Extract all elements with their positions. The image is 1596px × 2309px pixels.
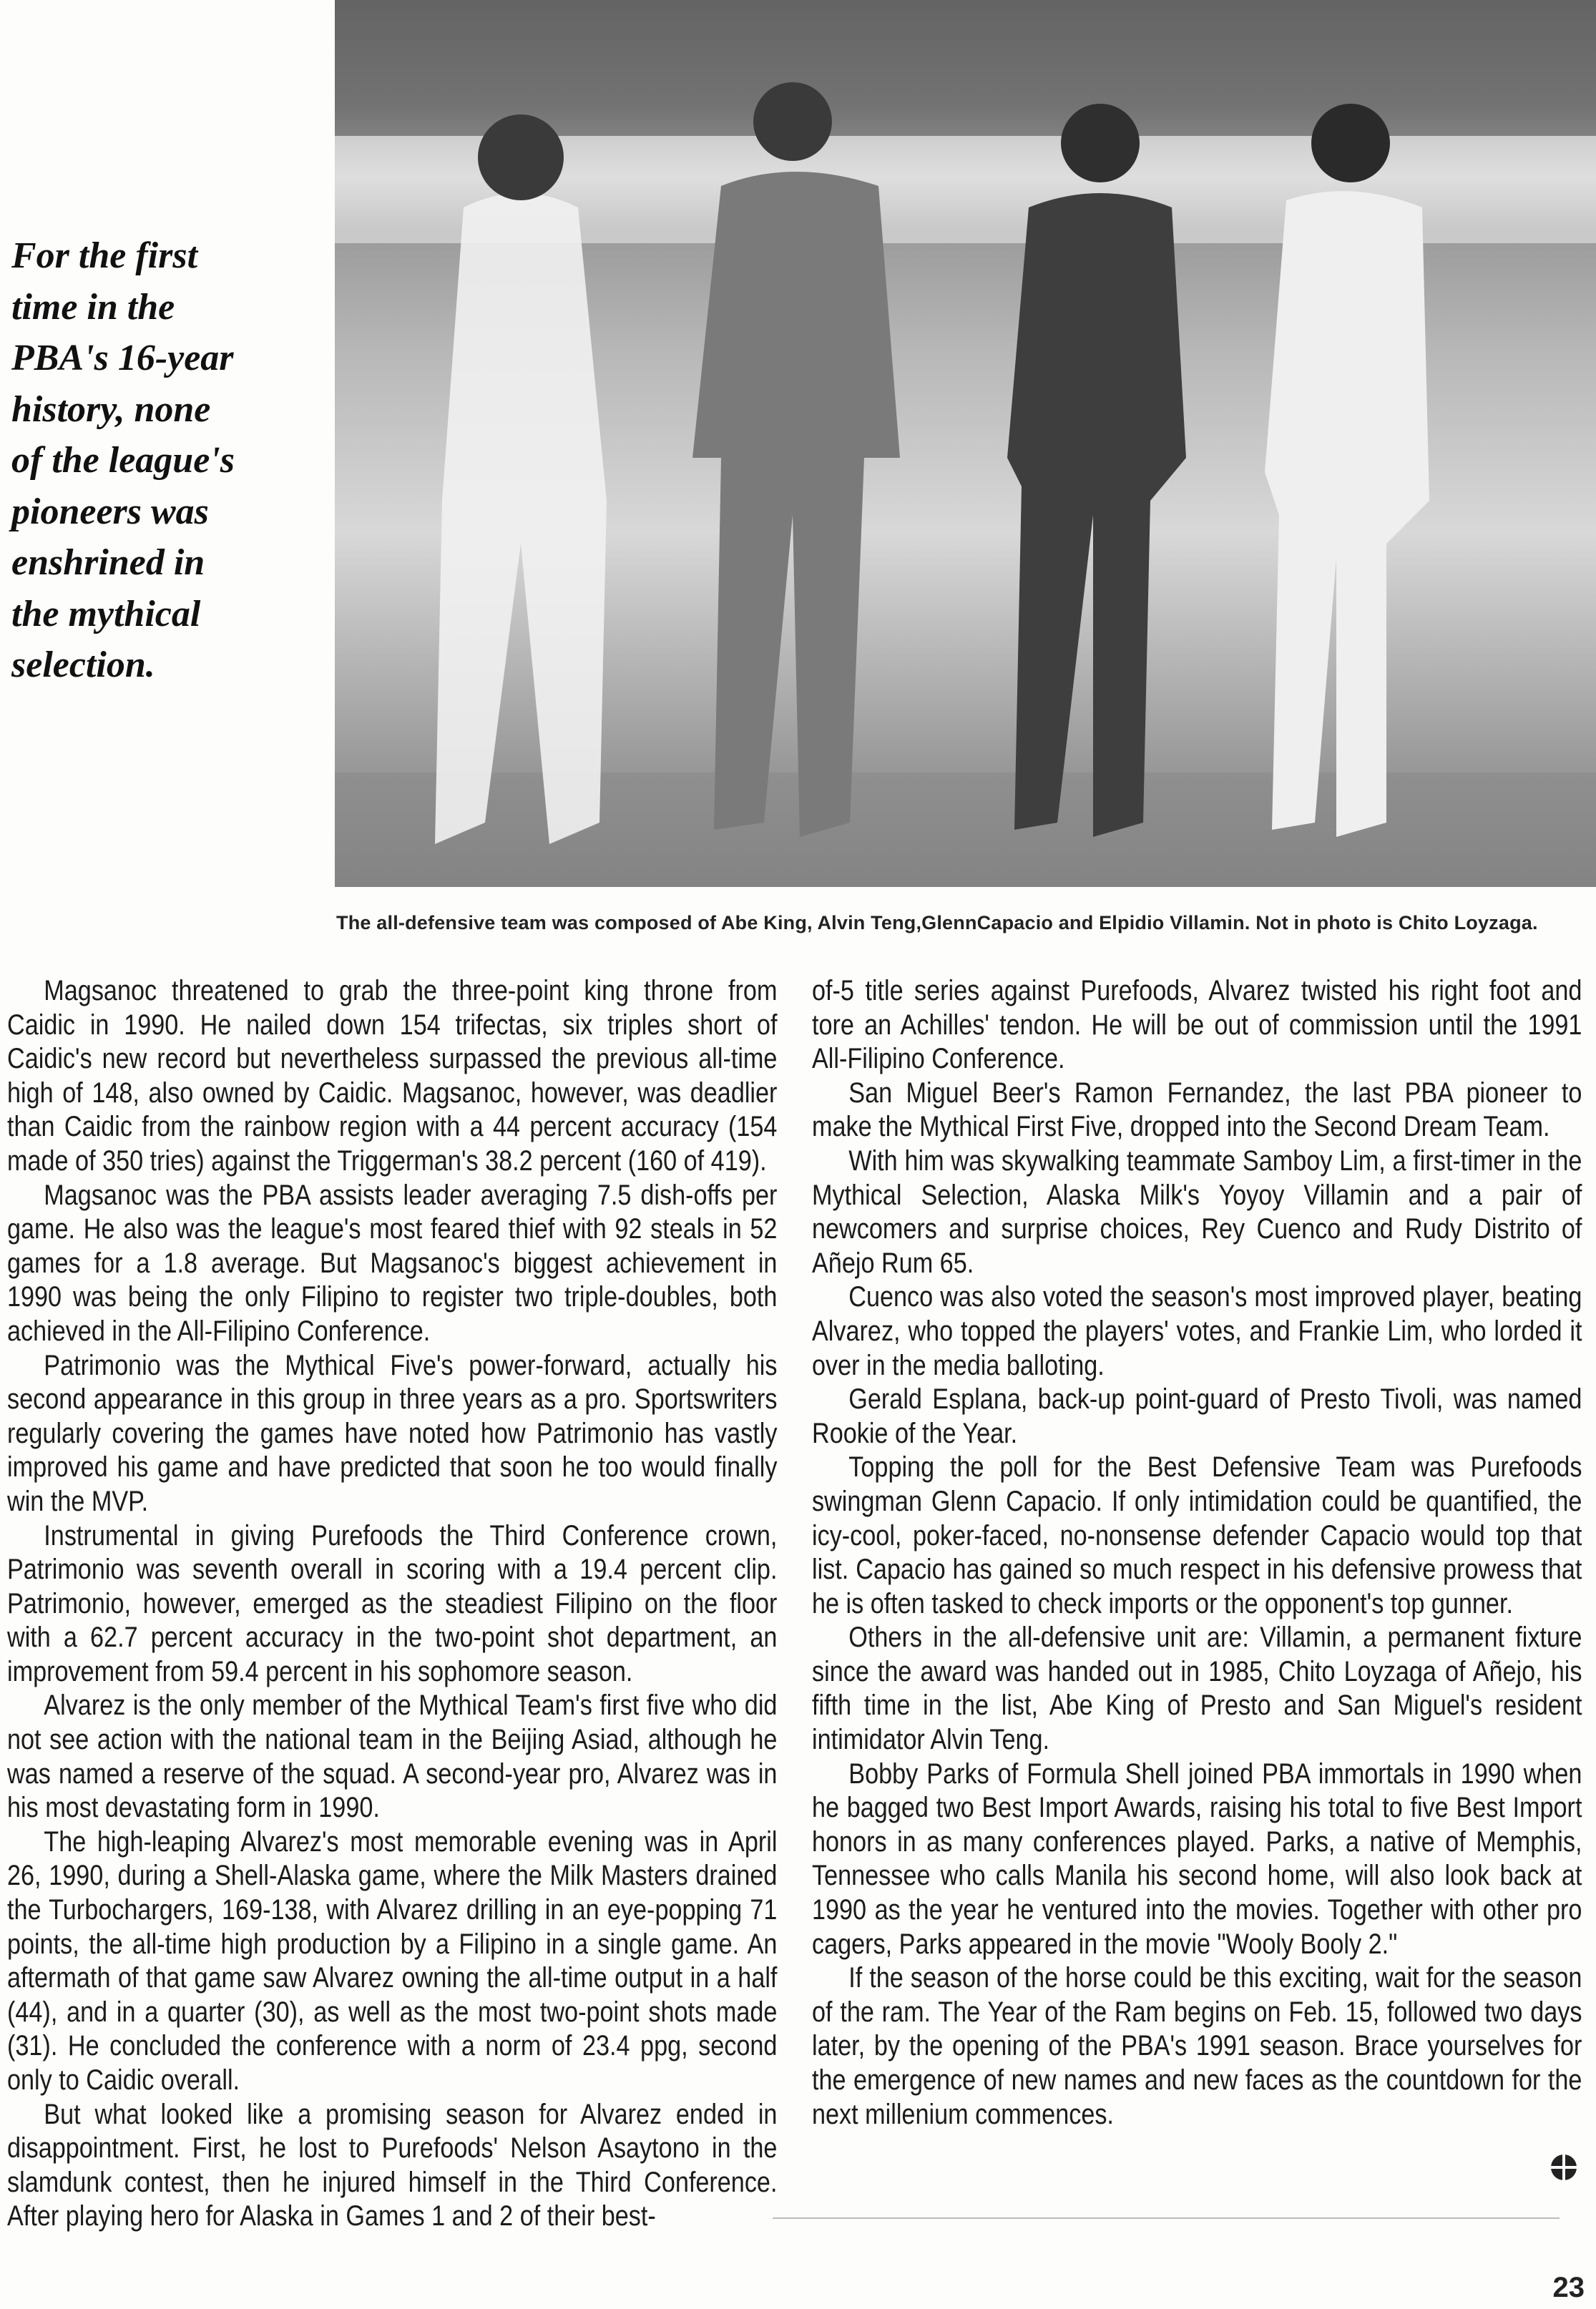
award-photo xyxy=(335,0,1596,887)
paragraph: But what looked like a promising season for Alvarez ended in disappointment. First, he lost to Purefoods' Nelson Asaytono in the slamdunk contest, then he injured himself in the Third Conference. After playing hero for Alaska in Games 1 and 2 of their best- xyxy=(7,2098,778,2232)
paragraph: of-5 title series against Purefoods, Alvarez twisted his right foot and tore an Achilles' tendon. He will be out of commission until the 1991 All-Filipino Conference. xyxy=(812,975,1582,1075)
paragraph: Topping the poll for the Best Defensive Team was Purefoods swingman Glenn Capacio. If only intimidation could be quantified, the icy-cool, poker-faced, no-nonsense defender Capacio would top that list. Capacio has gained so much respect in his defensive prowess that he is often tasked to check imports or the opponent's top gunner. xyxy=(812,1451,1582,1619)
pull-quote-line: of the league's xyxy=(11,440,235,481)
paragraph: Alvarez is the only member of the Mythical Team's first five who did not see action with the national team in the Beijing Asiad, although he was named a reserve of the squad. A second-year pro, Alvarez was in his most devastating form in 1990. xyxy=(7,1690,778,1824)
pull-quote-line: time in the xyxy=(11,286,175,328)
paragraph: Instrumental in giving Purefoods the Third Conference crown, Patrimonio was seventh overall in scoring with a 19.4 percent clip. Patrimonio, however, emerged as the steadiest Filipino on the floor with a 62.7 percent accuracy in the two-point shot department, an improvement from 59.4 percent in his sophomore season. xyxy=(7,1519,778,1687)
pull-quote-line: the mythical xyxy=(11,593,201,634)
paragraph: San Miguel Beer's Ramon Fernandez, the last PBA pioneer to make the Mythical First Five, dropped into the Second Dream Team. xyxy=(812,1077,1582,1143)
paragraph: Others in the all-defensive unit are: Villamin, a permanent fixture since the award was handed out in 1985, Chito Loyzaga of Añejo, his fifth time in the list, Abe King of Presto and San Miguel's resident intimidator Alvin Teng. xyxy=(812,1622,1582,1756)
paragraph: Patrimonio was the Mythical Five's power-forward, actually his second appearance in this group in three years as a pro. Sportswriters regularly covering the games have noted how Patrimonio has vastly improved his game and have predicted that soon he too would finally win the MVP. xyxy=(7,1349,778,1517)
pull-quote-line: enshrined in xyxy=(11,542,205,583)
pull-quote-line: pioneers was xyxy=(11,491,209,532)
pull-quote xyxy=(11,230,326,691)
paragraph: The high-leaping Alvarez's most memorable evening was in April 26, 1990, during a Shell-Alaska game, where the Milk Masters drained the Turbochargers, 169-138, with Alvarez drilling in an eye-popping 71 points, the all-time high production by a Filipino in a single game. An aftermath of that game saw Alvarez owning the all-time output in a half (44), and in a quarter (30), as well as the most two-point shots made (31). He concluded the conference with a norm of 23.4 ppg, second only to Caidic overall. xyxy=(7,1825,778,2096)
paragraph: Magsanoc was the PBA assists leader averaging 7.5 dish-offs per game. He also was the league's most feared thief with 92 steals in 52 games for a 1.8 average. But Magsanoc's biggest achievement in 1990 was being the only Filipino to register two triple-doubles, both achieved in the All-Filipino Conference. xyxy=(7,1179,778,1347)
divider xyxy=(773,2217,1560,2219)
article-column-left xyxy=(7,974,777,2234)
pull-quote-line: selection. xyxy=(11,644,155,685)
article-column-right xyxy=(812,974,1582,2132)
pull-quote-line: PBA's 16-year xyxy=(11,338,234,378)
page-number: 23 xyxy=(1552,2272,1585,2303)
pull-quote-line: For the first xyxy=(11,235,198,276)
award-photo-image xyxy=(335,0,1596,887)
paragraph: If the season of the horse could be this exciting, wait for the season of the ram. The Year of the Ram begins on Feb. 15, followed two days later, by the opening of the PBA's 1991 season. Brace yourselves for the emergence of new names and new faces as the countdown for the next millenium commences. xyxy=(812,1962,1582,2130)
paragraph: Cuenco was also voted the season's most improved player, beating Alvarez, who topped the players' votes, and Frankie Lim, who lorded it over in the media balloting. xyxy=(812,1281,1582,1381)
paragraph: Bobby Parks of Formula Shell joined PBA immortals in 1990 when he bagged two Best Import Awards, raising his total to five Best Import honors in as many conferences played. Parks, a native of Memphis, Tennessee who calls Manila his second home, will also look back at 1990 as the year he ventured into the movies. Together with other pro cagers, Parks appeared in the movie "Wooly Booly 2." xyxy=(812,1758,1582,1960)
paragraph: Gerald Esplana, back-up point-guard of Presto Tivoli, was named Rookie of the Year. xyxy=(812,1383,1582,1449)
paragraph: With him was skywalking teammate Samboy Lim, a first-timer in the Mythical Selection, Alaska Milk's Yoyoy Villamin and a pair of newcomers and surprise choices, Rey Cuenco and Rudy Distrito of Añejo Rum 65. xyxy=(812,1144,1582,1279)
pull-quote-line: history, none xyxy=(11,388,211,430)
basketball-end-mark-icon xyxy=(1551,2154,1577,2180)
paragraph: Magsanoc threatened to grab the three-point king throne from Caidic in 1990. He nailed down 154 trifectas, six triples short of Caidic's new record but nevertheless surpassed the previous all-time high of 148, also owned by Caidic. Magsanoc, however, was deadlier than Caidic from the rainbow region with a 44 percent accuracy (154 made of 350 tries) against the Triggerman's 38.2 percent (160 of 419). xyxy=(7,975,778,1177)
photo-caption: The all-defensive team was composed of Abe King, Alvin Teng,GlennCapacio and Elpidio Villamin. Not in photo is Chito Loyzaga. xyxy=(336,912,1538,933)
